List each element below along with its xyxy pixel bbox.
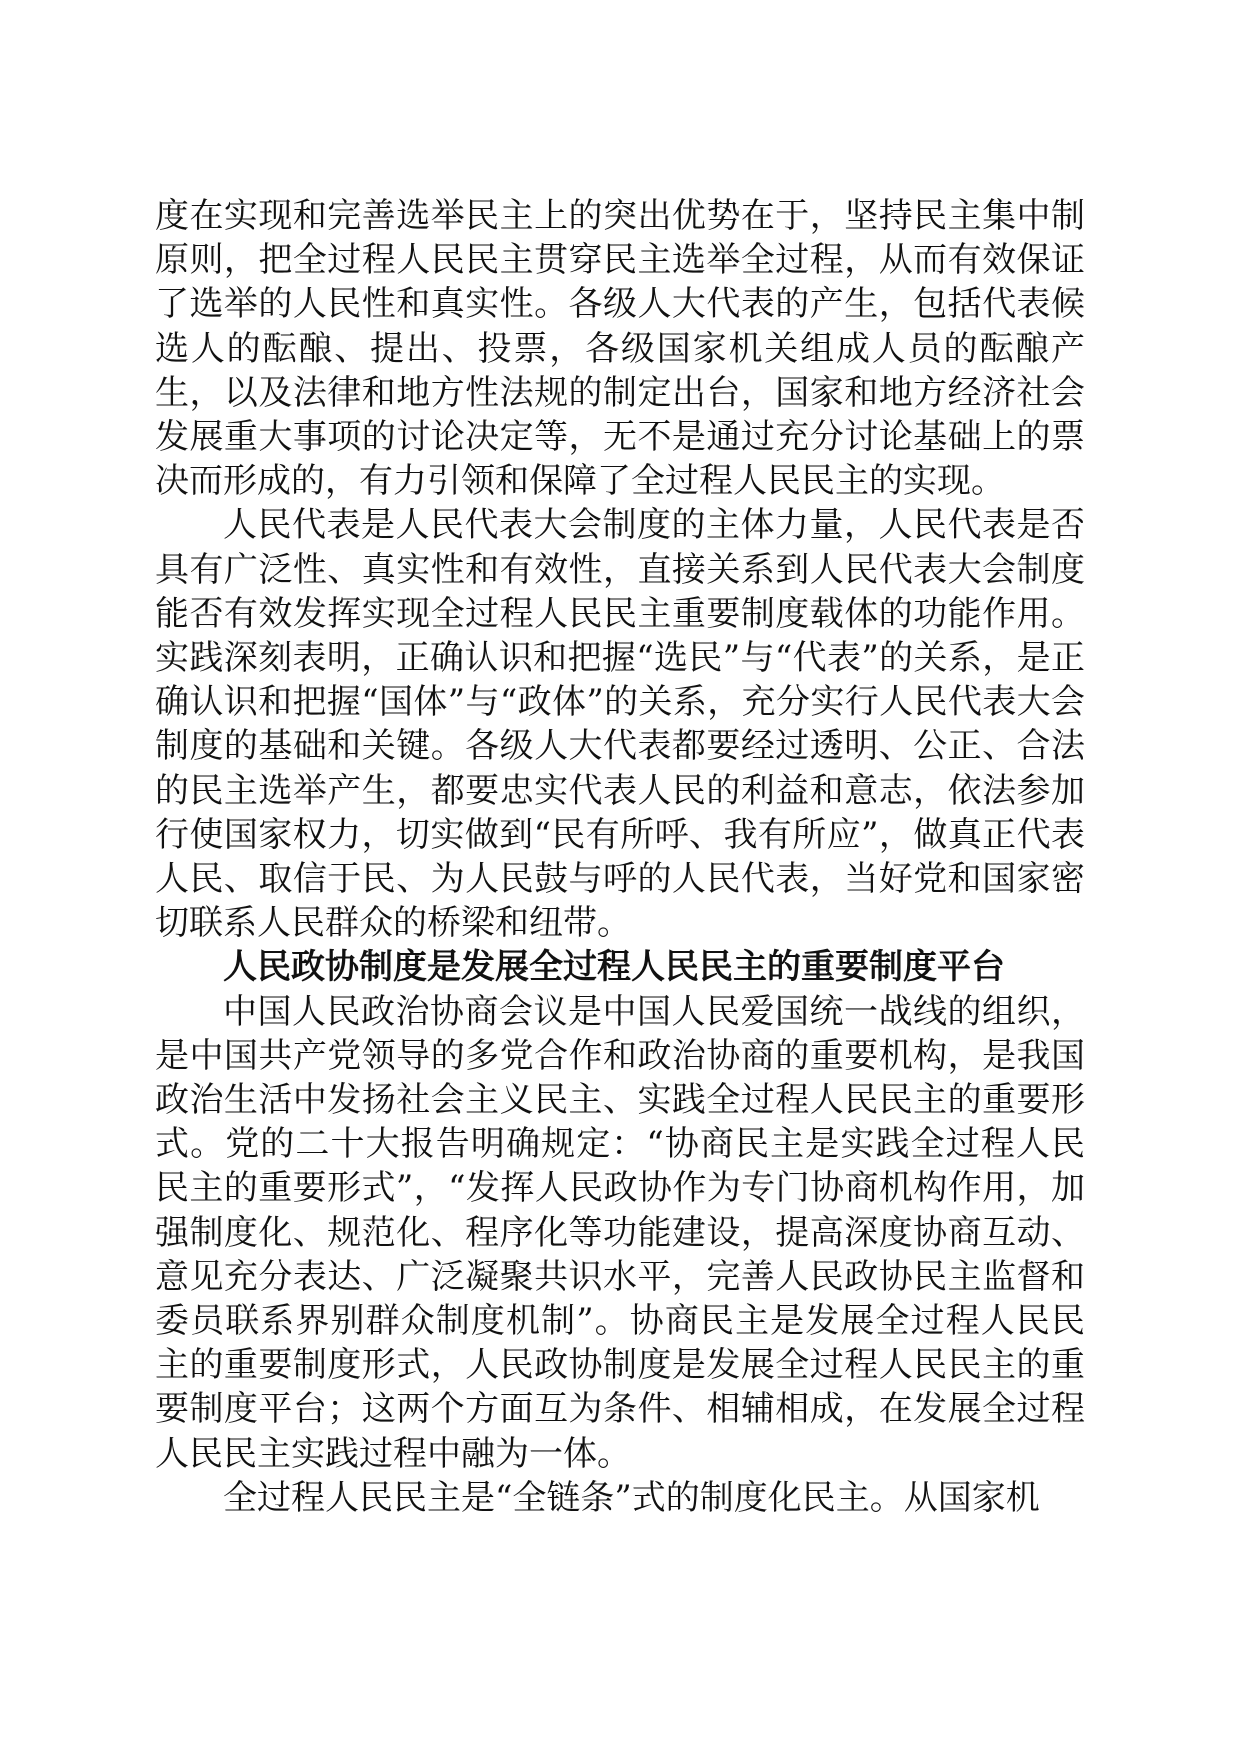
paragraph-electoral-democracy: 度在实现和完善选举民主上的突出优势在于，坚持民主集中制原则，把全过程人民民主贯穿民主选举全过程，从而有效保证了选举的人民性和真实性。各级人大代表的产生，包括代表候选人的酝酿、提出、投票，各级国家机关组成人员的酝酿产生，以及法律和地方性法规的制定出台，国家和地方经济社会发展重大事项的讨论决定等，无不是通过充分讨论基础上的票决而形成的，有力引领和保障了全过程人民民主的实现。 (155, 196, 1085, 502)
paragraph-cppcc: 中国人民政治协商会议是中国人民爱国统一战线的组织，是中国共产党领导的多党合作和政治协商的重要机构，是我国政治生活中发扬社会主义民主、实践全过程人民民主的重要形式。党的二十大报告明确规定：“协商民主是实践全过程人民民主的重要形式”，“发挥人民政协作为专门协商机构作用，加强制度化、规范化、程序化等功能建设，提高深度协商互动、意见充分表达、广泛凝聚共识水平，完善人民政协民主监督和委员联系界别群众制度机制”。协商民主是发展全过程人民民主的重要制度形式，人民政协制度是发展全过程人民民主的重要制度平台；这两个方面互为条件、相辅相成，在发展全过程人民民主实践过程中融为一体。 (155, 991, 1085, 1474)
section-heading-cppcc: 人民政协制度是发展全过程人民民主的重要制度平台 (223, 947, 1005, 988)
paragraph-full-chain-democracy: 全过程人民民主是“全链条”式的制度化民主。从国家机 (223, 1477, 1040, 1518)
paragraph-peoples-deputies: 人民代表是人民代表大会制度的主体力量，人民代表是否具有广泛性、真实性和有效性，直接关系到人民代表大会制度能否有效发挥实现全过程人民民主重要制度载体的功能作用。实践深刻表明，正确认识和把握“选民”与“代表”的关系，是正确认识和把握“国体”与“政体”的关系，充分实行人民代表大会制度的基础和关键。各级人大代表都要经过透明、公正、合法的民主选举产生，都要忠实代表人民的利益和意志，依法参加行使国家权力，切实做到“民有所呼、我有所应”，做真正代表人民、取信于民、为人民鼓与呼的人民代表，当好党和国家密切联系人民群众的桥梁和纽带。 (155, 505, 1085, 944)
body-text (155, 194, 1085, 1520)
